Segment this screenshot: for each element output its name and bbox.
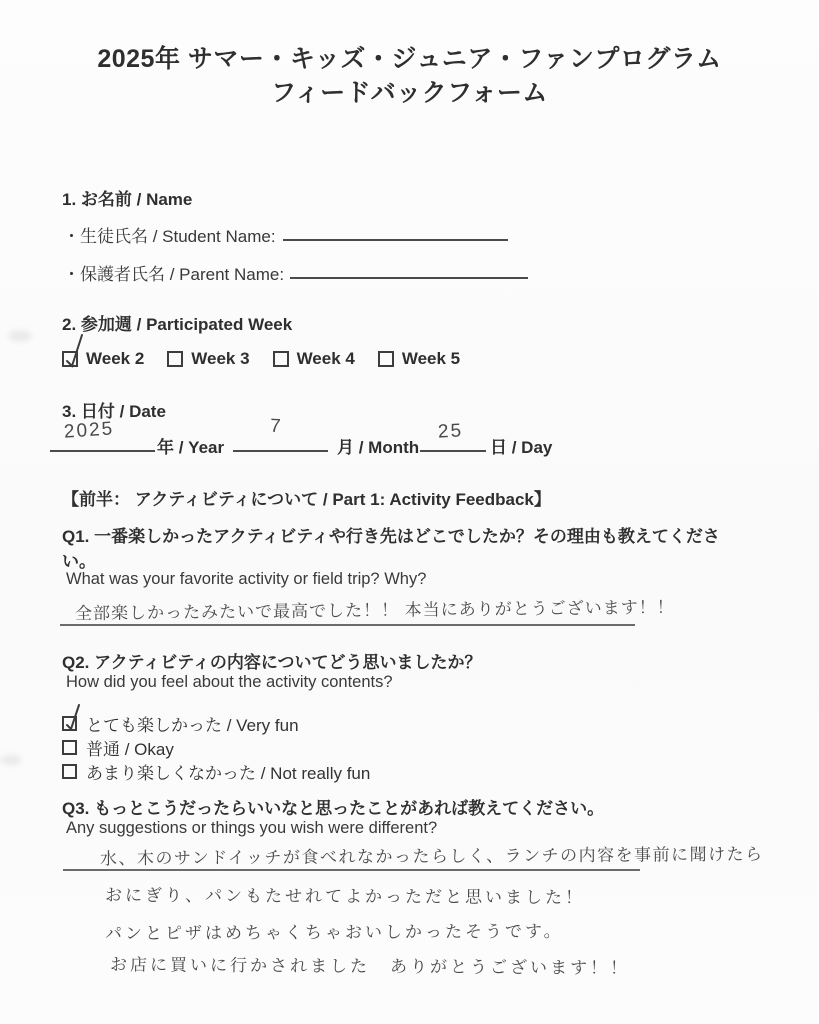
q2-question-en: How did you feel about the activity contents?	[66, 673, 393, 691]
week-option[interactable]	[378, 349, 460, 369]
student-name-label: ・生徒氏名 / Student Name:	[63, 227, 276, 246]
q2-option-label: あまり楽しくなかった / Not really fun	[86, 764, 371, 783]
week-option-label: Week 3	[191, 349, 250, 368]
scan-artifact	[8, 330, 32, 342]
q3-handwritten-line: 水、木のサンドイッチが食べれなかったらしく、ランチの内容を事前に聞けたら	[99, 844, 764, 869]
checkbox-week2[interactable]	[62, 351, 78, 367]
parent-name-label: ・保護者氏名 / Parent Name:	[63, 265, 285, 284]
form-title-line2: フィードバックフォーム	[271, 79, 548, 107]
date-year-field[interactable]	[50, 450, 155, 452]
parent-name-field[interactable]	[290, 277, 528, 279]
q1-question-jp: Q1. 一番楽しかったアクティビティや行き先はどこでしたか？その理由も教えてください。	[62, 527, 720, 571]
week-option[interactable]	[273, 349, 355, 369]
q3-handwritten-line: おにぎり、パンもたせれてよかっただと思いました！	[104, 885, 586, 908]
week-option-label: Week 2	[86, 349, 145, 368]
checkbox-not-really-fun[interactable]	[62, 764, 77, 779]
week-option[interactable]	[167, 349, 249, 369]
q3-answer-line[interactable]	[63, 869, 640, 871]
section-week-heading: 2. 参加週 / Participated Week	[62, 315, 293, 334]
q3-handwritten-line: お店に買いに行かされました ありがとうございます！！	[109, 955, 631, 978]
q1-answer-line[interactable]	[60, 624, 635, 626]
section-date-heading: 3. 日付 / Date	[62, 402, 166, 421]
q3-question-en: Any suggestions or things you wish were different?	[66, 819, 438, 837]
week-options-row	[62, 349, 460, 369]
section-name-heading: 1. お名前 / Name	[62, 190, 193, 209]
date-month-value: 7	[269, 415, 284, 438]
q2-option-very-fun[interactable]	[62, 711, 299, 736]
form-title	[0, 42, 819, 110]
q2-option-not-really-fun[interactable]	[62, 759, 370, 784]
checkbox-week4[interactable]	[273, 351, 289, 367]
checkmark-icon	[62, 331, 88, 371]
checkbox-week3[interactable]	[167, 351, 183, 367]
date-year-label: 年 / Year	[157, 438, 225, 457]
q2-option-label: とても楽しかった / Very fun	[86, 716, 299, 735]
date-day-value: 25	[437, 420, 464, 443]
form-title-line1: 2025年 サマー・キッズ・ジュニア・ファンプログラム	[97, 45, 722, 73]
q3-handwritten-line: パンとピザはめちゃくちゃおいしかったそうです。	[104, 921, 564, 944]
checkmark-icon	[63, 702, 85, 734]
q2-option-okay[interactable]	[62, 735, 174, 760]
checkbox-very-fun[interactable]	[62, 716, 77, 731]
q1-handwritten-answer: 全部楽しかったみたいで最高でした！！ 本当にありがとうございます！！	[74, 597, 675, 624]
q1-question-en: What was your favorite activity or field trip? Why?	[66, 570, 427, 588]
q3-question-jp: Q3. もっとこうだったらいいなと思ったことがあれば教えてください。	[62, 799, 605, 818]
checkbox-okay[interactable]	[62, 740, 77, 755]
week-option[interactable]	[62, 349, 144, 369]
date-day-label: 日 / Day	[490, 438, 553, 457]
date-month-label: 月 / Month	[337, 438, 420, 457]
q2-question-jp: Q2. アクティビティの内容についてどう思いましたか？	[62, 653, 482, 672]
date-day-field[interactable]	[420, 450, 486, 452]
q2-option-label: 普通 / Okay	[86, 740, 174, 759]
scan-artifact	[0, 755, 22, 765]
part1-heading: 【前半： アクティビティについて / Part 1: Activity Feedback】	[62, 490, 551, 509]
checkbox-week5[interactable]	[378, 351, 394, 367]
week-option-label: Week 4	[296, 349, 355, 368]
date-month-field[interactable]	[233, 450, 328, 452]
student-name-field[interactable]	[283, 239, 508, 241]
week-option-label: Week 5	[401, 349, 461, 368]
date-year-value: 2025	[63, 418, 115, 443]
